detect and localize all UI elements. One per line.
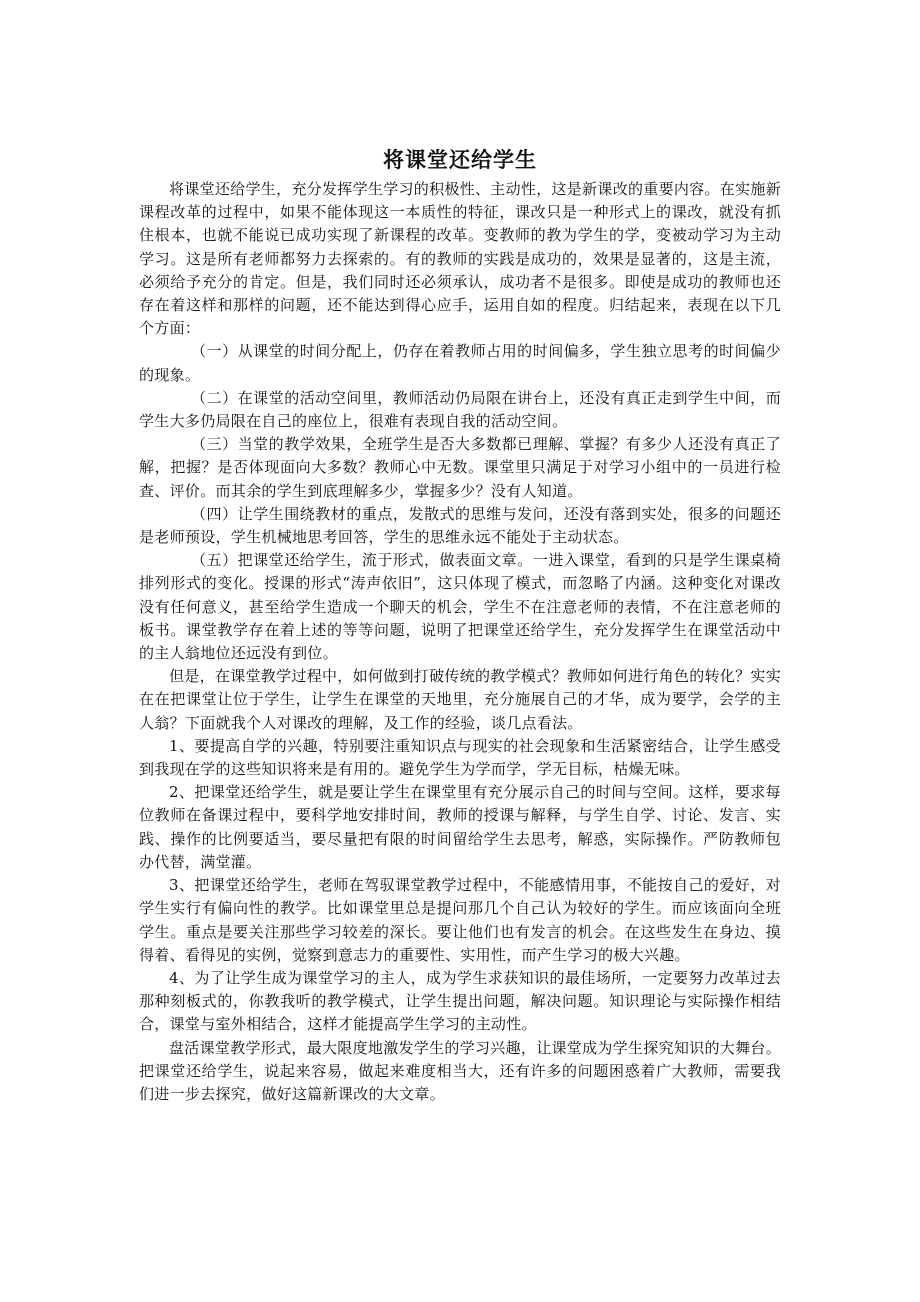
paragraph-point-5: （五）把课堂还给学生，流于形式，做表面文章。一进入课堂，看到的只是学生课桌椅排列形式的变化。授课的形式“涛声依旧”，这只体现了模式，而忽略了内涵。这种变化对课改没有任何意义，甚至给学生造成一个聊天的机会，学生不在注意老师的表情，不在注意老师的板书。课堂教学存在着上述的等等问题，说明了把课堂还给学生，充分发挥学生在课堂活动中的主人翁地位还远没有到位。 [139,551,781,663]
paragraph-suggestion-2: 2、把课堂还给学生，就是要让学生在课堂里有充分展示自己的时间与空间。这样，要求每位教师在备课过程中，要科学地安排时间，教师的授课与解释，与学生自学、讨论、发言、实践、操作的比例要适当，要尽量把有限的时间留给学生去思考，解惑，实际操作。严防教师包办代替，满堂灌。 [139,783,781,871]
paragraph-transition: 但是，在课堂教学过程中，如何做到打破传统的教学模式？教师如何进行角色的转化？实实在在把课堂让位于学生，让学生在课堂的天地里，充分施展自己的才华，成为要学，会学的主人翁？下面就我个人对课改的理解，及工作的经验，谈几点看法。 [139,667,782,732]
paragraph-point-2: （二）在课堂的活动空间里，教师活动仍局限在讲台上，还没有真正走到学生中间，而学生大多仍局限在自己的座位上，很难有表现自我的活动空间。 [139,388,781,431]
paragraph-suggestion-4: 4、为了让学生成为课堂学习的主人，成为学生求获知识的最佳场所，一定要努力改革过去那种刻板式的，你教我听的教学模式，让学生提出问题，解决问题。知识理论与实际操作相结合，课堂与室外相结合，这样才能提高学生学习的主动性。 [139,968,781,1034]
paragraph-point-4: （四）让学生围绕教材的重点，发散式的思维与发问，还没有落到实处，很多的问题还是老师预设，学生机械地思考回答，学生的思维永远不能处于主动状态。 [139,504,781,547]
paragraph-conclusion: 盘活课堂教学形式，最大限度地激发学生的学习兴趣，让课堂成为学生探究知识的大舞台。把课堂还给学生，说起来容易，做起来难度相当大，还有许多的问题困惑着广大教师，需要我们进一步去探究，做好这篇新课改的大文章。 [139,1038,782,1103]
page-title: 将课堂还给学生 [383,148,537,172]
paragraph-point-3: （三）当堂的教学效果，全班学生是否大多数都已理解、掌握？有多少人还没有真正了解，把握？是否体现面向大多数？教师心中无数。课堂里只满足于对学习小组中的一员进行检查、评价。而其余的学生到底理解多少，掌握多少？没有人知道。 [139,435,781,500]
document-page [139,144,781,1106]
paragraph-intro: 将课堂还给学生，充分发挥学生学习的积极性、主动性，这是新课改的重要内容。在实施新课程改革的过程中，如果不能体现这一本质性的特征，课改只是一种形式上的课改，就没有抓住根本，也就不能说已成功实现了新课程的改革。变教师的教为学生的学，变被动学习为主动学习。这是所有老师都努力去探索的。有的教师的实践是成功的，效果是显著的，这是主流，必须给予充分的肯定。但是，我们同时还必须承认，成功者不是很多。即使是成功的教师也还存在着这样和那样的问题，还不能达到得心应手，运用自如的程度。归结起来，表现在以下几个方面： [139,180,782,338]
paragraph-point-1: （一）从课堂的时间分配上，仍存在着教师占用的时间偏多，学生独立思考的时间偏少的现象。 [139,342,781,384]
paragraph-suggestion-3: 3、把课堂还给学生，老师在驾驭课堂教学过程中，不能感情用事，不能按自己的爱好，对学生实行有偏向性的教学。比如课堂里总是提问那几个自己认为较好的学生。而应该面向全班学生。重点是要关注那些学习较差的深长。要让他们也有发言的机会。在这些发生在身边、摸得着、看得见的实例，觉察到意志力的重要性、实用性，而产生学习的极大兴趣。 [139,876,781,964]
paragraph-suggestion-1: 1、要提高自学的兴趣，特别要注重知识点与现实的社会现象和生活紧密结合，让学生感受到我现在学的这些知识将来是有用的。避免学生为学而学，学无目标，枯燥无味。 [139,736,781,779]
